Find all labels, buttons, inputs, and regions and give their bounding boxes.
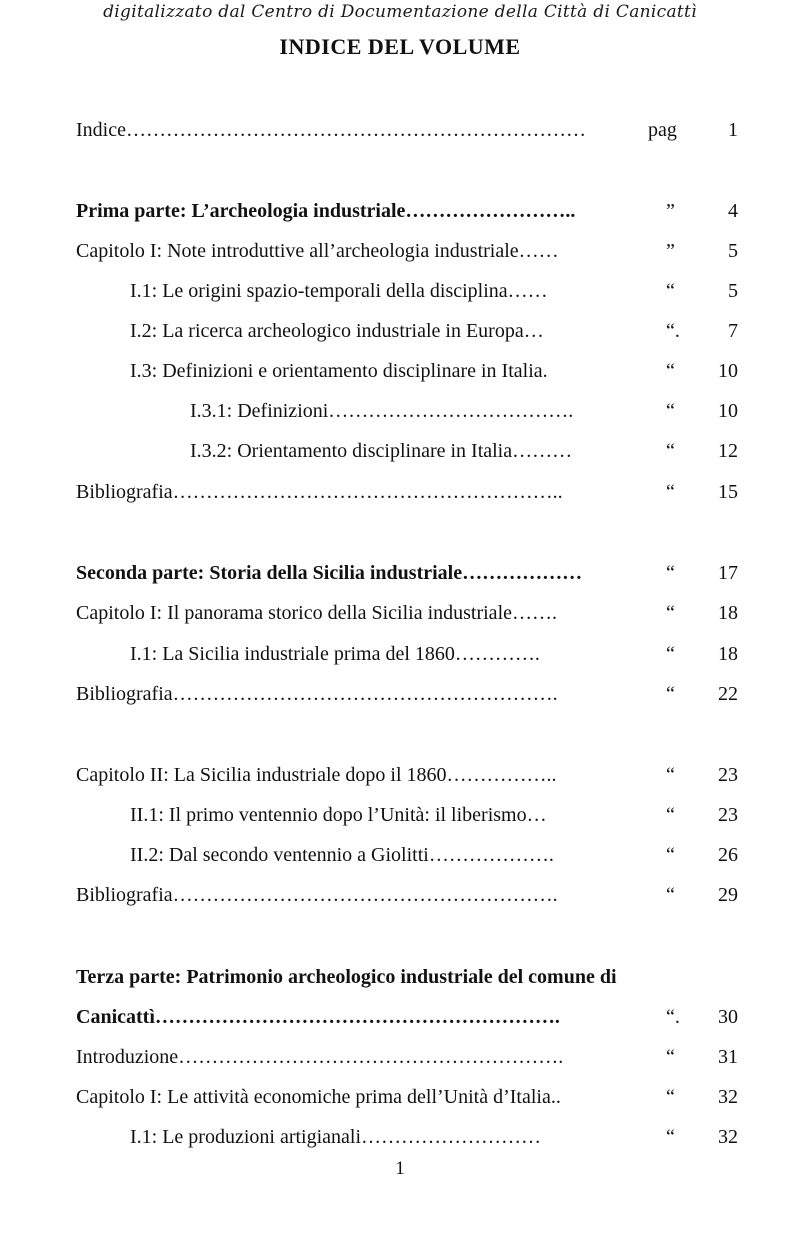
toc-entry-mark: “ xyxy=(666,683,675,705)
toc-entry-mark: “ xyxy=(666,1126,675,1148)
toc-entry xyxy=(76,558,738,588)
toc-entry-page: 18 xyxy=(718,602,738,624)
toc-entry xyxy=(76,356,738,386)
toc-entry-text: I.3.1: Definizioni………………………………. xyxy=(190,400,574,422)
toc-entry xyxy=(76,840,738,870)
toc-entry-text: II.1: Il primo ventennio dopo l’Unità: il liberismo… xyxy=(130,804,547,826)
toc-entry-page: 26 xyxy=(718,844,738,866)
page-title: INDICE DEL VOLUME xyxy=(279,34,521,59)
toc-entry-text: Seconda parte: Storia della Sicilia industriale……………… xyxy=(76,562,583,584)
toc-entry xyxy=(76,598,738,628)
toc-entry-text: Capitolo I: Le attività economiche prima dell’Unità d’Italia.. xyxy=(76,1086,561,1108)
toc-entry xyxy=(76,396,738,426)
toc-entry-text: Bibliografia…………………………………………………. xyxy=(76,683,558,705)
toc-entry-text: Bibliografia…………………………………………………. xyxy=(76,884,558,906)
toc-entry-page: 15 xyxy=(718,481,738,503)
toc-entry xyxy=(76,236,738,266)
toc-entry-page: 32 xyxy=(718,1126,738,1148)
toc-entry xyxy=(76,1082,738,1112)
toc-entry-page: 29 xyxy=(718,884,738,906)
toc-entry-mark: “ xyxy=(666,360,675,382)
toc-entry xyxy=(76,436,738,466)
toc-entry-page: 10 xyxy=(718,400,738,422)
toc-entry-text: I.3.2: Orientamento disciplinare in Italia……… xyxy=(190,440,573,462)
toc-entry xyxy=(76,196,738,226)
toc-entry xyxy=(76,800,738,830)
toc-entry-page: 7 xyxy=(728,320,738,342)
toc-entry-mark: “. xyxy=(666,1006,680,1028)
toc-entry-text: Indice…………………………………………………………… xyxy=(76,119,586,141)
toc-entry xyxy=(76,639,738,669)
toc-entry xyxy=(76,1042,738,1072)
toc-entry-mark: “ xyxy=(666,280,675,302)
toc-entry-text: I.2: La ricerca archeologico industriale in Europa… xyxy=(130,320,544,342)
toc-entry-text: I.1: Le origini spazio-temporali della disciplina…… xyxy=(130,280,548,302)
toc-entry-page: 4 xyxy=(728,200,738,222)
toc-entry xyxy=(76,962,738,992)
toc-entry-page: 22 xyxy=(718,683,738,705)
toc-entry-mark: ” xyxy=(666,240,675,262)
toc-entry-mark: “ xyxy=(666,643,675,665)
toc-entry-page: 17 xyxy=(718,562,738,584)
toc-entry-mark: “ xyxy=(666,440,675,462)
toc-entry-mark: “ xyxy=(666,884,675,906)
toc-entry-mark: “ xyxy=(666,562,675,584)
page-number: 1 xyxy=(395,1158,405,1179)
toc-entry-page: 30 xyxy=(718,1006,738,1028)
toc-entry xyxy=(76,276,738,306)
toc-entry-text: Bibliografia………………………………………………….. xyxy=(76,481,563,503)
toc-entry-mark: “. xyxy=(666,320,680,342)
toc-entry xyxy=(76,679,738,709)
toc-entry-text: Canicattì……………………………………………………. xyxy=(76,1006,560,1028)
toc-entry xyxy=(76,115,738,145)
toc-entry-page: 23 xyxy=(718,764,738,786)
toc-entry xyxy=(76,1002,738,1032)
toc-entry-page: 12 xyxy=(718,440,738,462)
toc-entry xyxy=(76,477,738,507)
toc-entry-page: 23 xyxy=(718,804,738,826)
toc-entry-text: I.3: Definizioni e orientamento disciplinare in Italia. xyxy=(130,360,548,382)
toc-entry-page: 32 xyxy=(718,1086,738,1108)
toc-entry-text: Prima parte: L’archeologia industriale…………………….. xyxy=(76,200,576,222)
toc-entry-mark: “ xyxy=(666,844,675,866)
toc-entry-text: I.1: Le produzioni artigianali……………………… xyxy=(130,1126,542,1148)
toc-entry-mark: “ xyxy=(666,481,675,503)
toc-entry-mark: “ xyxy=(666,1086,675,1108)
toc-entry-text: Capitolo I: Il panorama storico della Sicilia industriale……. xyxy=(76,602,557,624)
toc-entry-text: Capitolo II: La Sicilia industriale dopo il 1860…………….. xyxy=(76,764,557,786)
toc-entry-text: I.1: La Sicilia industriale prima del 1860…………. xyxy=(130,643,540,665)
toc-entry-page: 18 xyxy=(718,643,738,665)
toc-entry-page: 10 xyxy=(718,360,738,382)
toc-entry-mark: “ xyxy=(666,804,675,826)
toc-entry xyxy=(76,1122,738,1152)
toc-entry-text: Introduzione…………………………………………………. xyxy=(76,1046,564,1068)
toc-entry xyxy=(76,316,738,346)
toc-entry-text: Terza parte: Patrimonio archeologico industriale del comune di xyxy=(76,966,617,988)
toc-entry-mark: ” xyxy=(666,200,675,222)
toc-entry xyxy=(76,880,738,910)
toc-entry-page: 5 xyxy=(728,280,738,302)
toc-entry-mark: “ xyxy=(666,602,675,624)
toc-entry-text: Capitolo I: Note introduttive all’archeologia industriale…… xyxy=(76,240,559,262)
toc-entry-mark: “ xyxy=(666,1046,675,1068)
digitization-watermark: digitalizzato dal Centro di Documentazione della Città di Canicattì xyxy=(103,2,697,22)
toc-entry-mark: “ xyxy=(666,400,675,422)
toc-entry-mark: pag xyxy=(648,119,677,141)
toc-entry-page: 31 xyxy=(718,1046,738,1068)
toc-entry-mark: “ xyxy=(666,764,675,786)
toc-entry-text: II.2: Dal secondo ventennio a Giolitti………………. xyxy=(130,844,554,866)
toc-entry-page: 5 xyxy=(728,240,738,262)
toc-entry xyxy=(76,760,738,790)
toc-entry-page: 1 xyxy=(728,119,738,141)
